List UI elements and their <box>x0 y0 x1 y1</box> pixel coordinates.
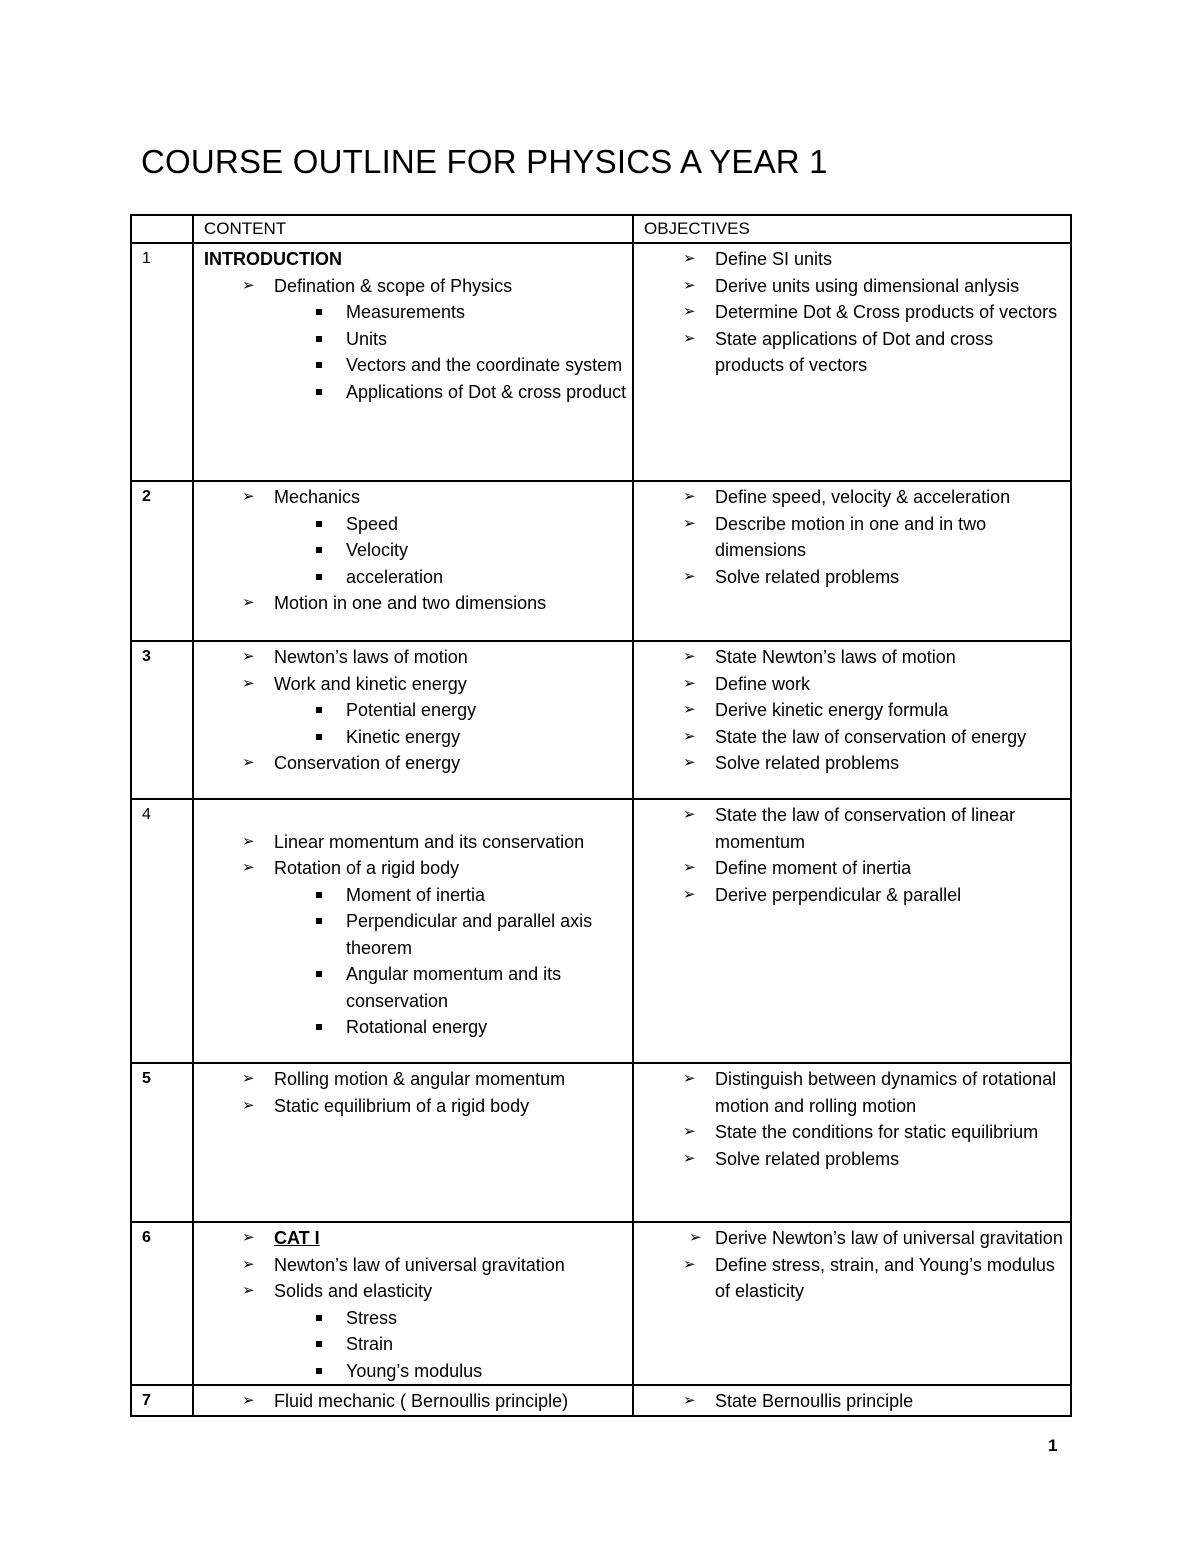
content-subitem: Moment of inertia <box>194 882 632 909</box>
objectives-cell <box>633 641 1071 799</box>
table-row <box>131 1063 1071 1222</box>
objectives-cell <box>633 243 1071 481</box>
objective-item: ➢ Define SI units <box>634 246 1070 273</box>
objective-item: ➢ Solve related problems <box>634 564 1070 591</box>
content-subitem: Units <box>194 326 632 353</box>
content-cell <box>193 243 633 481</box>
objective-item: ➢ State the law of conservation of energy <box>634 724 1070 751</box>
content-subitem: Measurements <box>194 299 632 326</box>
content-cell <box>193 641 633 799</box>
objective-item: ➢ Derive kinetic energy formula <box>634 697 1070 724</box>
content-subitem: Young’s modulus <box>194 1358 632 1385</box>
objective-item: ➢ Derive Newton’s law of universal gravitation <box>634 1225 1070 1252</box>
objective-item: ➢ State the conditions for static equilibrium <box>634 1119 1070 1146</box>
content-item <box>194 1225 632 1252</box>
content-item: ➢ Defination & scope of Physics <box>194 273 632 300</box>
table-row <box>131 481 1071 641</box>
content-subitem: Strain <box>194 1331 632 1358</box>
objective-item: ➢ State Newton’s laws of motion <box>634 644 1070 671</box>
content-cell <box>193 1222 633 1385</box>
content-subitem: Stress <box>194 1305 632 1332</box>
objective-item: ➢ Distinguish between dynamics of rotational motion and rolling motion <box>634 1066 1070 1119</box>
row-number-cell <box>131 243 193 481</box>
objectives-cell <box>633 481 1071 641</box>
header-objectives-cell <box>633 215 1071 243</box>
objective-item: ➢ Describe motion in one and in two dimensions <box>634 511 1070 564</box>
objective-item: ➢ Define moment of inertia <box>634 855 1070 882</box>
content-subitem: acceleration <box>194 564 632 591</box>
content-subitem: Applications of Dot & cross product <box>194 379 632 406</box>
content-item: ➢ Static equilibrium of a rigid body <box>194 1093 632 1120</box>
content-item: ➢ Linear momentum and its conservation <box>194 829 632 856</box>
content-cell <box>193 481 633 641</box>
row-number-cell <box>131 799 193 1063</box>
objectives-cell <box>633 1222 1071 1385</box>
objective-item: ➢ State applications of Dot and cross products of vectors <box>634 326 1070 379</box>
header-content-cell <box>193 215 633 243</box>
header-objectives-label: OBJECTIVES <box>644 219 750 238</box>
content-subitem: Kinetic energy <box>194 724 632 751</box>
content-subitem: Potential energy <box>194 697 632 724</box>
objective-item: ➢ State Bernoullis principle <box>634 1388 1070 1415</box>
objective-item: ➢ State the law of conservation of linear momentum <box>634 802 1070 855</box>
content-item: ➢ Newton’s law of universal gravitation <box>194 1252 632 1279</box>
content-item: ➢ Work and kinetic energy <box>194 671 632 698</box>
content-subitem: Perpendicular and parallel axis theorem <box>194 908 632 961</box>
header-content-label: CONTENT <box>204 219 287 238</box>
section-heading: INTRODUCTION <box>204 249 342 269</box>
row-number-cell <box>131 481 193 641</box>
content-item: ➢ Newton’s laws of motion <box>194 644 632 671</box>
table-row <box>131 243 1071 481</box>
row-number: 6 <box>142 1229 151 1246</box>
objective-item: ➢ Define work <box>634 671 1070 698</box>
content-item: ➢ Rolling motion & angular momentum <box>194 1066 632 1093</box>
content-item-text: CAT I <box>274 1228 320 1248</box>
table-row <box>131 641 1071 799</box>
table-header-row <box>131 215 1071 243</box>
objective-item: ➢ Define stress, strain, and Young’s modulus of elasticity <box>634 1252 1070 1305</box>
table-row <box>131 1385 1071 1416</box>
page-number: 1 <box>1048 1436 1058 1455</box>
content-subitem: Vectors and the coordinate system <box>194 352 632 379</box>
objectives-cell <box>633 1385 1071 1416</box>
row-number: 2 <box>142 488 151 505</box>
row-number: 3 <box>142 648 151 665</box>
objective-item: ➢ Solve related problems <box>634 1146 1070 1173</box>
course-outline-table <box>130 214 1072 1417</box>
content-subitem: Velocity <box>194 537 632 564</box>
objectives-cell <box>633 1063 1071 1222</box>
blank-line <box>194 802 632 829</box>
table-row <box>131 1222 1071 1385</box>
content-item: ➢ Conservation of energy <box>194 750 632 777</box>
row-number: 7 <box>142 1392 151 1409</box>
objective-item: ➢ Derive units using dimensional anlysis <box>634 273 1070 300</box>
content-item: ➢ Fluid mechanic ( Bernoullis principle) <box>194 1388 632 1415</box>
content-cell <box>193 1385 633 1416</box>
objectives-cell <box>633 799 1071 1063</box>
content-subitem: Angular momentum and its conservation <box>194 961 632 1014</box>
objective-item: ➢ Define speed, velocity & acceleration <box>634 484 1070 511</box>
page-title: COURSE OUTLINE FOR PHYSICS A YEAR 1 <box>141 143 828 180</box>
header-number-cell <box>131 215 193 243</box>
objective-item: ➢ Derive perpendicular & parallel <box>634 882 1070 909</box>
content-cell <box>193 1063 633 1222</box>
objective-item: ➢ Determine Dot & Cross products of vectors <box>634 299 1070 326</box>
content-item: ➢ Solids and elasticity <box>194 1278 632 1305</box>
row-number-cell <box>131 1063 193 1222</box>
row-number: 5 <box>142 1070 151 1087</box>
content-subitem: Speed <box>194 511 632 538</box>
row-number: 4 <box>142 806 151 823</box>
content-item: ➢ Motion in one and two dimensions <box>194 590 632 617</box>
table-row <box>131 799 1071 1063</box>
row-number: 1 <box>142 250 151 267</box>
objective-item: ➢ Solve related problems <box>634 750 1070 777</box>
content-subitem: Rotational energy <box>194 1014 632 1041</box>
row-number-cell <box>131 641 193 799</box>
row-number-cell <box>131 1385 193 1416</box>
content-item: ➢ Mechanics <box>194 484 632 511</box>
content-item: ➢ Rotation of a rigid body <box>194 855 632 882</box>
content-cell <box>193 799 633 1063</box>
row-number-cell <box>131 1222 193 1385</box>
